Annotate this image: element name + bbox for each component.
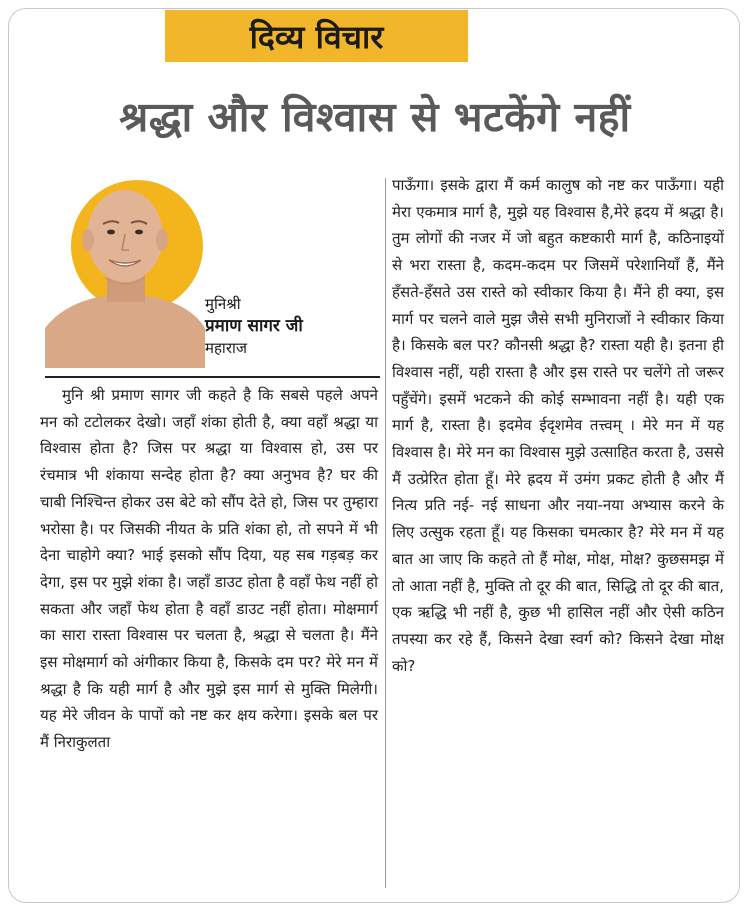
author-portrait — [45, 178, 205, 368]
portrait-ear-left — [82, 229, 94, 251]
section-banner: दिव्य विचार — [165, 10, 468, 62]
article-body-right-column: पाऊँगा। इसके द्वारा मैं कर्म कालुष को नष्ट कर पाऊँगा। यही मेरा एकमात्र मार्ग है, मुझे यह विश्वास है,मेरे ह्रदय में श्रद्धा है। तुम लोगों की नजर में जो बहुत कष्टकारी मार्ग है, कठिनाइयों से भरा रास्ता है, कदम-कदम पर जिसमें परेशानियाँ हैं, मैंने हँसते-हँसते उस रास्ते को स्वीकार किया है। मैंने ही क्या, इस मार्ग पर चलने वाले मुझ जैसे सभी मुनिराजों ने स्वीकार किया है। किसके बल पर? कौनसी श्रद्धा है? रास्ता यही है। इतना ही विश्वास नहीं, यही रास्ता है और इस रास्ते पर चलेंगे तो जरूर पहुँचेंगे। इसमें भटकने की कोई सम्भावना नहीं है। यही एक मार्ग है, रास्ता है। इदमेव ईदृशमेव तत्त्वम् । मेरे मन में यह विश्वास है। मेरे मन का विश्वास मुझे उत्साहित करता है, उससे मैं उत्प्रेरित होता हूँ। मेरे ह्रदय में उमंग प्रकट होती है और मैं नित्य प्रति नई- नई साधना और नया-नया अभ्यास करने के लिए उत्सुक रहता हूँ। यह किसका चमत्कार है? मेरे मन में यह बात आ जाए कि कहते तो हैं मोक्ष, मोक्ष, मोक्ष? कुछसमझ में तो आता नहीं है, मुक्ति तो दूर की बात, सिद्धि तो दूर की बात, एक ऋद्धि भी नहीं है, कुछ भी हासिल नहीं और ऐसी कठिन तपस्या कर रहे हैं, किसने देखा स्वर्ग को? किसने देखा मोक्ष को? — [392, 176, 724, 675]
portrait-ear-right — [156, 229, 168, 251]
author-title: मुनिश्री — [205, 295, 241, 313]
article-body-left-column: मुनि श्री प्रमाण सागर जी कहते है कि सबसे पहले अपने मन को टटोलकर देखो। जहाँ शंका होती है, क्या वहाँ श्रद्धा या विश्वास होता है? जिस पर श्रद्धा या विश्वास हो, उस पर रंचमात्र भी शंकाया सन्देह होता है? क्या अनुभव है? घर की चाबी निश्चिन्त होकर उस बेटे को सौंप देते हो, जिस पर तुम्हारा भरोसा है। पर जिसकी नीयत के प्रति शंका हो, तो सपने में भी देना चाहोगे क्या? भाई इसको सौंप दिया, यह सब गड़बड़ कर देगा, इस पर मुझे शंका है। जहाँ डाउट होता है वहाँ फेथ नहीं हो सकता और जहाँ फेथ होता है वहाँ डाउट नहीं होता। मोक्षमार्ग का सारा रास्ता विश्वास पर चलता है, श्रद्धा से चलता है। मैंने इस मोक्षमार्ग को अंगीकार किया है, किसके दम पर? मेरे मन में श्रद्धा है कि यही मार्ग है और मुझे इस मार्ग से मुक्ति मिलेगी। यह मेरे जीवन के पापों को नष्ट कर क्षय करेगा। इसके बल पर मैं निराकुलता — [40, 386, 378, 752]
column-divider — [385, 178, 386, 888]
author-name: प्रमाण सागर जी — [205, 316, 303, 336]
author-suffix: महाराज — [205, 339, 247, 357]
divider-rule — [45, 376, 380, 378]
author-credit — [205, 293, 385, 359]
portrait-shoulders — [45, 294, 205, 368]
headline: श्रद्धा और विश्वास से भटकेंगे नहीं — [119, 93, 631, 141]
